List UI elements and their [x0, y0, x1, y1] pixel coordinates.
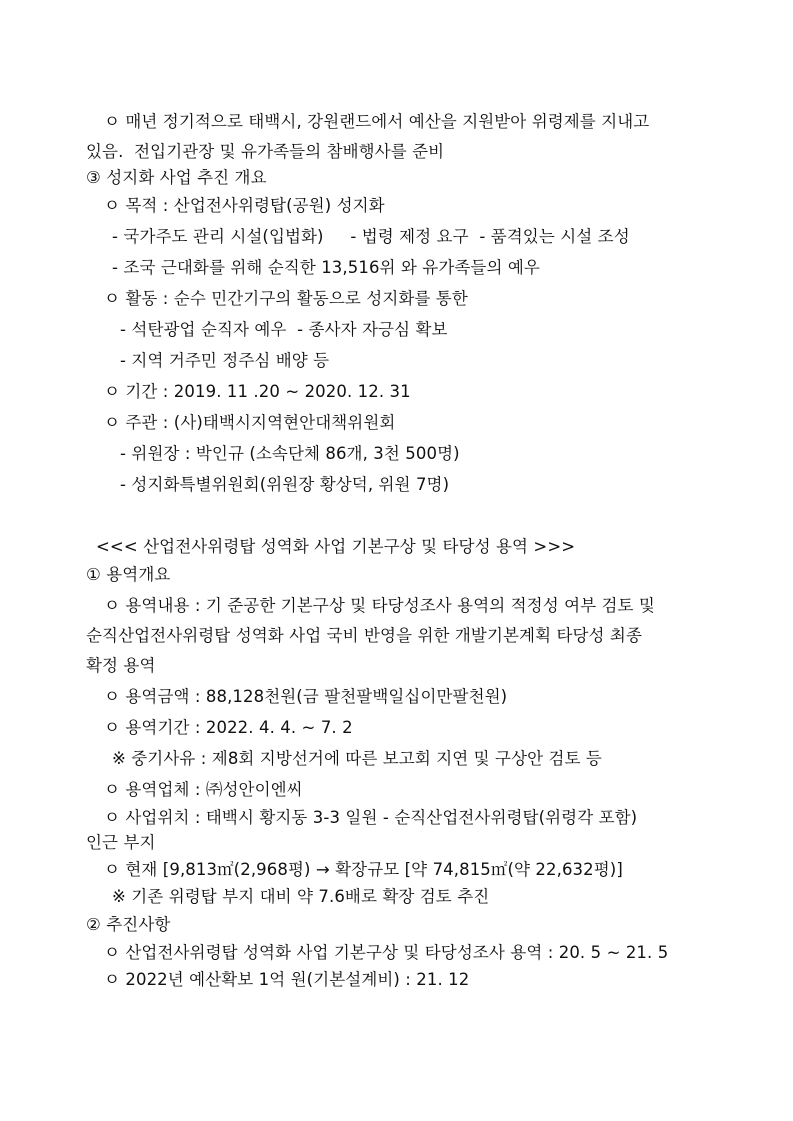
text-line: ㅇ 사업위치 : 태백시 황지동 3-3 일원 - 순직산업전사위령탑(위령각 포함) — [104, 808, 638, 827]
text-line: ㅇ 활동 : 순수 민간기구의 활동으로 성지화를 통한 — [104, 289, 468, 308]
text-line: - 위원장 : 박인규 (소속단체 86개, 3천 500명) — [120, 444, 460, 463]
text-line: ㅇ 기간 : 2019. 11 .20 ~ 2020. 12. 31 — [104, 382, 411, 401]
text-line: 확정 용역 — [86, 656, 156, 675]
text-line: ㅇ 용역금액 : 88,128천원(금 팔천팔백일십이만팔천원) — [104, 687, 508, 706]
text-line: ㅇ 매년 정기적으로 태백시, 강원랜드에서 예산을 지원받아 위령제를 지내고 — [104, 112, 650, 131]
text-line: ㅇ 2022년 예산확보 1억 원(기본설계비) : 21. 12 — [104, 970, 470, 989]
text-line: ※ 기존 위령탑 부지 대비 약 7.6배로 확장 검토 추진 — [112, 887, 490, 906]
text-line: 있음. 전입기관장 및 유가족들의 참배행사를 준비 — [86, 142, 445, 161]
text-line: ㅇ 산업전사위령탑 성역화 사업 기본구상 및 타당성조사 용역 : 20. 5 ~ 21. 5 — [104, 943, 669, 962]
text-line: ㅇ 현재 [9,813㎡(2,968평) → 확장규모 [약 74,815㎡(약 22,632평)] — [104, 860, 623, 879]
text-line: - 국가주도 관리 시설(입법화) - 법령 제정 요구 - 품격있는 시설 조성 — [112, 227, 630, 246]
text-line: 순직산업전사위령탑 성역화 사업 국비 반영을 위한 개발기본계획 타당성 최종 — [86, 626, 643, 645]
section-heading: <<< 산업전사위령탑 성역화 사업 기본구상 및 타당성 용역 >>> — [96, 537, 576, 556]
text-line: ③ 성지화 사업 추진 개요 — [86, 168, 267, 187]
text-line: - 조국 근대화를 위해 순직한 13,516위 와 유가족들의 예우 — [112, 258, 540, 277]
text-line: ㅇ 용역기간 : 2022. 4. 4. ~ 7. 2 — [104, 718, 353, 737]
text-line: 인근 부지 — [86, 833, 156, 852]
text-line: ② 추진사항 — [86, 915, 171, 934]
text-line: ㅇ 용역업체 : ㈜성안이엔씨 — [104, 780, 303, 799]
text-line: ※ 중기사유 : 제8회 지방선거에 따른 보고회 지연 및 구상안 검토 등 — [112, 749, 602, 768]
text-line: - 성지화특별위원회(위원장 황상덕, 위원 7명) — [120, 475, 450, 494]
text-line: ㅇ 용역내용 : 기 준공한 기본구상 및 타당성조사 용역의 적정성 여부 검토 및 — [104, 596, 655, 615]
text-line: - 지역 거주민 정주심 배양 등 — [120, 351, 330, 370]
text-line: ㅇ 주관 : (사)태백시지역현안대책위원회 — [104, 413, 396, 432]
text-line: - 석탄광업 순직자 예우 - 종사자 자긍심 확보 — [120, 320, 448, 339]
text-line: ㅇ 목적 : 산업전사위령탑(공원) 성지화 — [104, 196, 385, 215]
text-line: ① 용역개요 — [86, 565, 171, 584]
